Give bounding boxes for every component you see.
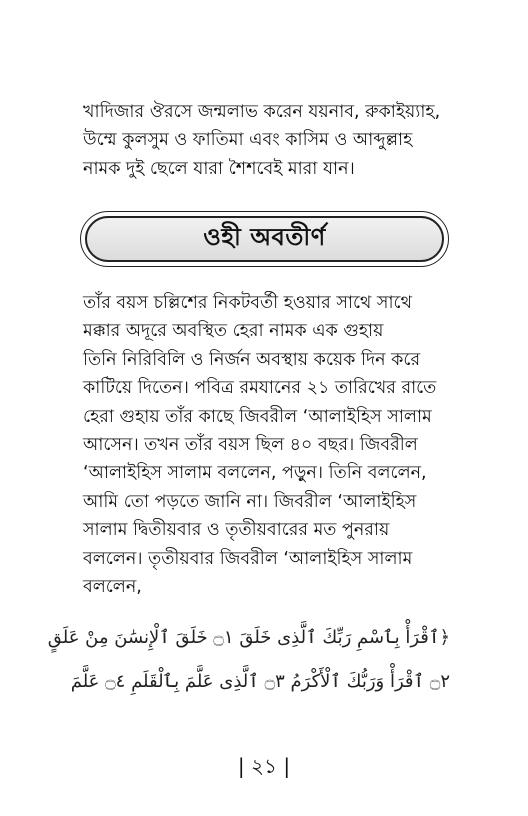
quran-verse-line-1: ﴿ٱقْرَأْ بِٱسْمِ رَبِّكَ ٱلَّذِى خَلَقَ ۝١ خَلَقَ ٱلْإِنسَٰنَ مِنْ عَلَقٍ bbox=[47, 627, 450, 648]
text-line: আমি তো পড়তে জানি না। জিবরীল ‘আলাইহিস bbox=[83, 491, 417, 512]
text-line: মক্কার অদূরে অবস্থিত হেরা নামক এক গুহায় bbox=[83, 321, 384, 342]
text-line: খাদিজার ঔরসে জন্মলাভ করেন যয়নাব, রুকাইয়্যাহ, bbox=[83, 102, 441, 122]
intro-paragraph bbox=[83, 98, 448, 183]
section-heading: ওহী অবতীর্ণ bbox=[203, 223, 326, 251]
body-paragraph bbox=[83, 289, 448, 601]
text-line: উম্মে কুলসুম ও ফাতিমা এবং কাসিম ও আব্দুল্লাহ bbox=[83, 130, 413, 151]
text-line: হেরা গুহায় তাঁর কাছে জিবরীল ‘আলাইহিস সালাম bbox=[83, 406, 432, 427]
page-number: | ২১ | bbox=[237, 754, 291, 778]
text-line: আসেন। তখন তাঁর বয়স ছিল ৪০ বছর। জিবরীল bbox=[83, 434, 418, 455]
text-line: নামক দুই ছেলে যারা শৈশবেই মারা যান। bbox=[83, 158, 355, 179]
text-line: কাটিয়ে দিতেন। পবিত্র রমযানের ২১ তারিখের রাতে bbox=[83, 378, 437, 399]
text-line: তাঁর বয়স চল্লিশের নিকটবর্তী হওয়ার সাথে সাথে bbox=[83, 293, 412, 313]
text-line: সালাম দ্বিতীয়বার ও তৃতীয়বারের মত পুনরায় bbox=[83, 520, 390, 541]
quran-verse-line-2: ۝٢ ٱقْرَأْ وَرَبُّكَ ٱلْأَكْرَمُ ۝٣ ٱلَّذِى عَلَّمَ بِٱلْقَلَمِ ۝٤ عَلَّمَ bbox=[70, 671, 450, 692]
section-heading-banner bbox=[85, 216, 444, 262]
text-line: তিনি নিরিবিলি ও নির্জন অবস্থায় কয়েক দিন করে bbox=[83, 349, 421, 370]
text-line: ‘আলাইহিস সালাম বললেন, পড়ুন। তিনি বললেন, bbox=[83, 463, 427, 484]
text-line: বললেন। তৃতীয়বার জিবরীল ‘আলাইহিস সালাম bbox=[83, 548, 413, 569]
section-heading-frame bbox=[80, 211, 449, 267]
text-line: বললেন, bbox=[83, 576, 142, 597]
